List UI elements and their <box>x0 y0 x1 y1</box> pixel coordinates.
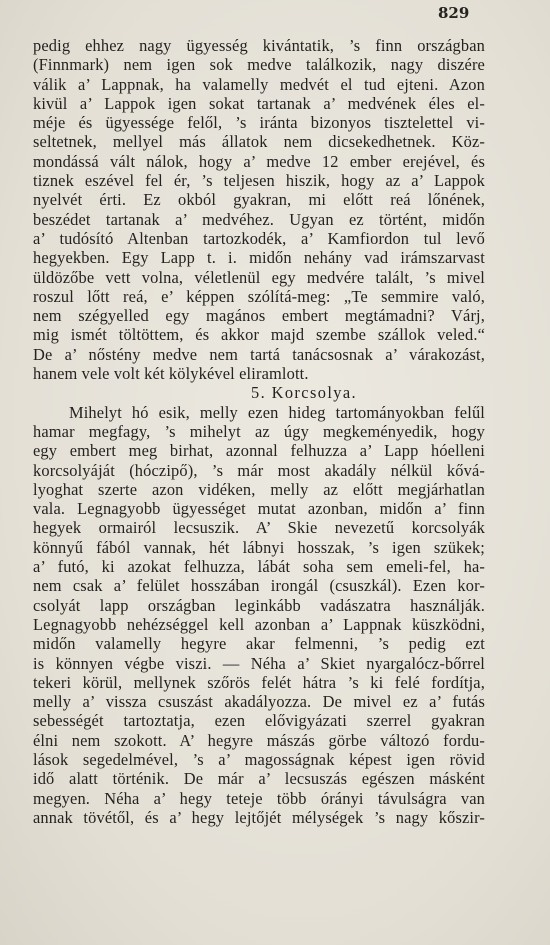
text-line: tiznek eszével fel ér, ’s teljesen hiszik, hogy az a’ Lappok <box>33 171 485 191</box>
text-line: üldözőbe vett volna, véletlenül egy medvére talált, ’s mivel <box>33 267 485 287</box>
text-line: válik a’ Lappnak, ha valamelly medvét el tud ejteni. Azon <box>33 74 485 94</box>
text-line: pedig ehhez nagy ügyesség kivántatik, ’s finn országban <box>33 36 485 55</box>
text-line: idő alatt történik. De már a’ lecsuszás egészen másként <box>33 769 485 789</box>
text-line: hanem vele volt két kölykével eliramlott. <box>33 364 309 384</box>
text-line: melly a’ vissza csuszást akadályozza. De mivel ez a’ futás <box>33 692 485 712</box>
body-text <box>33 36 485 827</box>
text-line: csolyát lapp országban leginkább vadászatra használják. <box>33 595 485 615</box>
text-line: sebességét tartoztatja, ezen elővigyázati szerrel gyakran <box>33 711 485 731</box>
text-line: korcsolyáját (hóczipő), ’s már most akadály nélkül kővá- <box>33 460 485 480</box>
text-line: hegyek ormairól lecsuszik. A’ Skie nevezetű korcsolyák <box>33 518 485 538</box>
text-line: élni nem szokott. A’ hegyre mászás görbe változó fordu- <box>33 730 485 750</box>
text-line: Legnagyobb nehézséggel kell azonban a’ Lappnak küszködni, <box>33 614 485 634</box>
text-line: lások segedelmével, ’s a’ magosságnak képest igen rövid <box>33 749 485 769</box>
text-line: vala. Legnagyobb ügyességet mutat azonban, midőn a’ finn <box>33 499 485 519</box>
page-number: 829 <box>438 4 470 22</box>
text-line: is könnyen végbe viszi. — Néha a’ Skiet nyargalócz-bőrrel <box>33 653 485 673</box>
text-line: a’ tudósító Altenban tartozkodék, a’ Kamfiordon tul levő <box>33 228 485 248</box>
text-line: nem csak a’ felület hosszában irongál (csuszkál). Ezen kor- <box>33 576 485 596</box>
text-line: annak tövétől, és a’ hegy lejtőjét mélységek ’s nagy kőszir- <box>33 807 485 827</box>
text-line: De a’ nőstény medve nem tartá tanácsosnak a’ várakozást, <box>33 344 485 364</box>
text-line: Mihelyt hó esik, melly ezen hideg tartományokban felűl <box>69 402 485 422</box>
text-line: mig ismét töltöttem, és akkor majd szembe szállok veled.“ <box>33 325 485 345</box>
text-line: egy embert meg birhat, azonnal felhuzza a’ Lapp hóelleni <box>33 441 485 461</box>
text-line: kivül a’ Lappok igen sokat tartanak a’ medvének éles el- <box>33 93 485 113</box>
text-line: könnyű fából vannak, hét lábnyi hosszak, ’s igen szükek; <box>33 537 485 557</box>
text-line: lyoghat szerte azon vidéken, melly az előtt megjárhatlan <box>33 479 485 499</box>
text-line: a’ futó, ki azokat felhuzza, lábát soha sem emeli-fel, ha- <box>33 557 485 577</box>
text-line: nyelvét érti. Ez okból gyakran, mi előtt reá lőnének, <box>33 190 485 210</box>
text-line: (Finnmark) nem igen sok medve találkozik, nagy diszére <box>33 55 485 75</box>
text-line: tekeri körül, mellynek szőrös felét hátra ’s ki felé fordítja, <box>33 672 485 692</box>
text-line: roszul lőtt reá, e’ képpen szólítá-meg: „Te semmire való, <box>33 286 485 306</box>
text-line: méje és ügyessége felől, ’s iránta bizonyos tisztelettel vi- <box>33 113 485 133</box>
text-line: nem szégyelled egy magános embert megtámadni? Várj, <box>33 306 485 326</box>
text-line: seltetnek, mellyel más állatok nem dicsekedhetnek. Köz- <box>33 132 485 152</box>
section-heading: 5. Korcsolya. <box>251 383 358 403</box>
text-line: hegyekben. Egy Lapp t. i. midőn nehány vad irámszarvast <box>33 248 485 268</box>
text-line: beszédet tartanak a’ medvéhez. Ugyan ez történt, midőn <box>33 209 485 229</box>
text-line: midőn valamelly hegyre akar felmenni, ’s pedig ezt <box>33 634 485 654</box>
text-line: megyen. Néha a’ hegy teteje több órányi távulságra van <box>33 788 485 808</box>
text-line: mondássá vált nálok, hogy a’ medve 12 ember erejével, és <box>33 151 485 171</box>
text-line: hamar megfagy, ’s mihelyt az úgy megkeményedik, hogy <box>33 421 485 441</box>
